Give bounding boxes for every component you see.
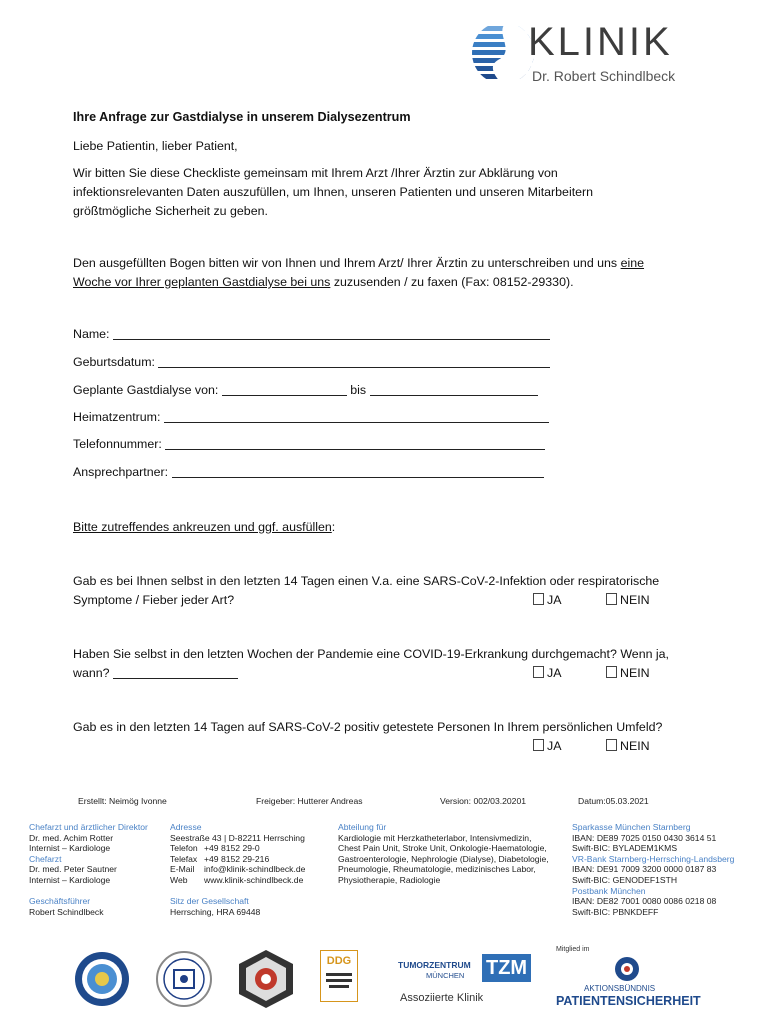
contact-person-input-line[interactable] [172, 465, 544, 478]
phone-input-line[interactable] [165, 437, 545, 450]
instruction: Bitte zutreffendes ankreuzen und ggf. ausfüllen: [73, 520, 336, 534]
q2-yes[interactable]: JA [533, 664, 561, 683]
q3-no[interactable]: NEIN [606, 737, 650, 756]
name-field[interactable] [73, 325, 558, 344]
checkbox-icon[interactable] [606, 593, 617, 605]
footer-departments: Abteilung für Kardiologie mit Herzkatheterlabor, Intensivmedizin, Chest Pain Unit, Stroke Unit, Onkologie-Haematologie, Gastroenterologie, Nephrologie (Dialyse), Diabetologie, Pneumologie, Rheumatologie, medizinisches Labor, Physiotherapie, Radiologie [338, 822, 549, 885]
footer-line: Swift-BIC: GENODEF1STH [572, 874, 678, 885]
q2-no[interactable]: NEIN [606, 664, 650, 683]
question-2: Haben Sie selbst in den letzten Wochen der Pandemie eine COVID-19-Erkrankung durchgemacht? Wenn ja, wann? [73, 647, 670, 680]
footer-line: IBAN: DE91 7009 3200 0000 0187 83 [572, 864, 717, 875]
underlined-text: Woche vor Ihrer geplanten Gastdialyse bei uns [73, 275, 331, 289]
footer-line: Chefarzt und ärztlicher Direktor [29, 822, 148, 832]
tumorzentrum-logo: TUMORZENTRUM MÜNCHEN TZM Assoziierte Klinik [396, 950, 546, 1010]
intro-line: größtmögliche Sicherheit zu geben. [73, 204, 268, 218]
request-paragraph: Den ausgefüllten Bogen bitten wir von Ihnen und Ihrem Arzt/ Ihrer Ärztin zu unterschreiben und uns eine Woche vor Ihrer geplanten Gastdialyse bei uns zuzusenden / zu faxen (Fax: 08152-29330). [73, 256, 645, 289]
checkbox-icon[interactable] [533, 739, 544, 751]
question-3: Gab es in den letzten 14 Tagen auf SARS-CoV-2 positiv getestete Personen In Ihrem persönlichen Umfeld? [73, 720, 663, 734]
ddg-label: DDG [326, 955, 352, 967]
footer-line: Sparkasse München Starnberg [572, 822, 691, 832]
certification-seal-icon [73, 950, 131, 1008]
logo-name: KLINIK [528, 20, 673, 64]
clinic-logo [470, 18, 705, 90]
approved-by: Freigeber: Hutterer Andreas [256, 796, 363, 806]
chest-pain-unit-seal-icon [235, 948, 297, 1010]
footer-line: Chefarzt [29, 853, 62, 864]
patient-safety-icon [614, 956, 640, 982]
tzm-abbr: TZM [482, 954, 531, 982]
footer-line: Internist – Kardiologe [29, 843, 111, 854]
version: Version: 002/03.20201 [440, 796, 527, 806]
footer-line [29, 886, 169, 897]
footer-line: Geschäftsführer [29, 896, 91, 907]
intro-line: infektionsrelevanten Daten auszufüllen, um Ihnen, unseren Patienten und unseren Mitarbeitern [73, 185, 594, 199]
footer-address: Adresse Seestraße 43 | D-82211 Herrsching Telefon +49 8152 29-0 Telefax +49 8152 29-216 E-Mail info@klinik-schindlbeck.de Web www.klinik-schindlbeck.de Sitz der Gesellschaft Herrsching, HRA 69448 [170, 822, 330, 917]
planned-dialysis-field[interactable] [73, 381, 558, 400]
footer-line: Postbank München [572, 885, 646, 896]
footer-line: Internist – Kardiologe [29, 874, 111, 885]
date: Datum:05.03.2021 [578, 796, 649, 806]
checkbox-icon[interactable] [606, 739, 617, 751]
planned-from-input-line[interactable] [222, 383, 347, 396]
planned-until-label: bis [350, 383, 367, 397]
name-input-line[interactable] [113, 327, 550, 340]
intro-paragraph [73, 164, 593, 221]
footer-line: Dr. med. Peter Sautner [29, 864, 117, 875]
greeting: Liebe Patientin, lieber Patient, [73, 139, 238, 153]
intro-line: Wir bitten Sie diese Checkliste gemeinsam mit Ihrem Arzt /Ihrer Ärztin zur Abklärung von [73, 166, 558, 180]
page-title: Ihre Anfrage zur Gastdialyse in unserem Dialysezentrum [73, 110, 411, 124]
phone-field[interactable] [73, 435, 558, 454]
footer-management [29, 822, 169, 917]
home-center-field[interactable] [73, 408, 558, 427]
when-input-line[interactable] [113, 666, 238, 679]
planned-until-input-line[interactable] [370, 383, 538, 396]
birthdate-label: Geburtsdatum: [73, 355, 155, 369]
phone-label: Telefonnummer: [73, 437, 162, 451]
home-center-input-line[interactable] [164, 410, 549, 423]
home-center-label: Heimatzentrum: [73, 410, 161, 424]
footer-line: IBAN: DE89 7025 0150 0430 3614 51 [572, 832, 717, 843]
q1-yes[interactable]: JA [533, 591, 561, 610]
footer-contact-row: E-Mail info@klinik-schindlbeck.de [170, 864, 306, 875]
question-1: Gab es bei Ihnen selbst in den letzten 14 Tagen einen V.a. eine SARS-CoV-2-Infektion oder respiratorische Symptome / Fieber jeder Art? [73, 574, 660, 607]
footer-line: VR-Bank Starnberg-Herrsching-Landsberg [572, 853, 735, 864]
planned-from-label: Geplante Gastdialyse von: [73, 383, 219, 397]
q1-no[interactable]: NEIN [606, 591, 650, 610]
footer-contact-row: Telefax +49 8152 29-216 [170, 853, 270, 864]
created-by: Erstellt: Neimög Ivonne [78, 796, 167, 806]
footer-line: Dr. med. Achim Rotter [29, 832, 114, 843]
patient-safety-logo: Mitglied im AKTIONSBÜNDNIS PATIENTENSICHERHEIT [556, 946, 701, 1008]
footer-line: Swift-BIC: PBNKDEFF [572, 906, 659, 917]
footer-line: Swift-BIC: BYLADEM1KMS [572, 843, 678, 854]
footer-contact-row: Telefon +49 8152 29-0 [170, 843, 260, 854]
birthdate-input-line[interactable] [158, 355, 550, 368]
name-label: Name: [73, 327, 110, 341]
wave-logo-icon [470, 20, 536, 86]
q3-yes[interactable]: JA [533, 737, 561, 756]
underlined-text: eine [620, 256, 645, 270]
checkbox-icon[interactable] [533, 666, 544, 678]
footer-line: IBAN: DE82 7001 0080 0086 0218 08 [572, 896, 717, 907]
footer-contact-row: Web www.klinik-schindlbeck.de [170, 874, 304, 885]
footer-bank [572, 822, 762, 917]
ddg-badge [320, 950, 358, 1002]
checkbox-icon[interactable] [606, 666, 617, 678]
quality-seal-icon [155, 950, 213, 1008]
checkbox-icon[interactable] [533, 593, 544, 605]
contact-person-field[interactable] [73, 463, 558, 482]
logo-subtitle: Dr. Robert Schindlbeck [532, 68, 676, 84]
footer-line: Robert Schindlbeck [29, 906, 104, 917]
contact-person-label: Ansprechpartner: [73, 465, 169, 479]
birthdate-field[interactable] [73, 353, 558, 372]
